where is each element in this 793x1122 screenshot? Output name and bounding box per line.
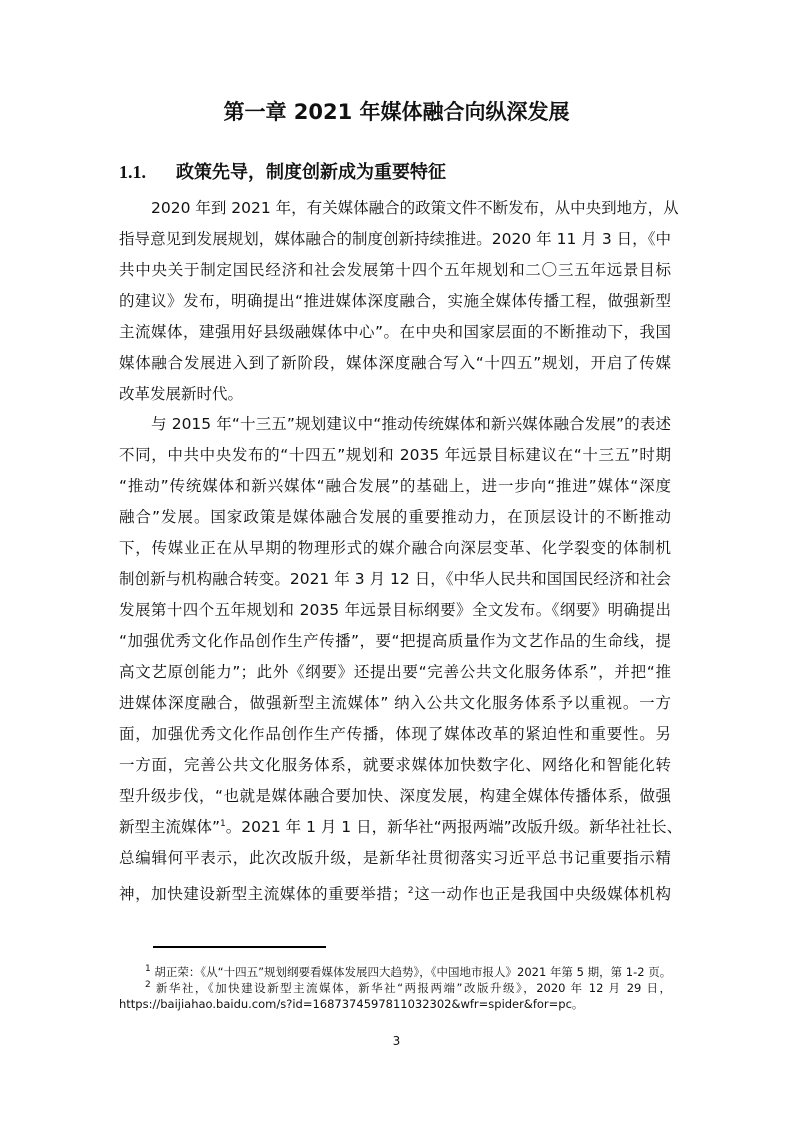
- section-number: 1.1.: [119, 162, 146, 182]
- text-line: 发展第十四个五年规划和 2035 年远景目标纲要》全文发布。《纲要》明确提出: [119, 601, 671, 619]
- text-line: 2020 年到 2021 年，有关媒体融合的政策文件不断发布，从中央到地方，从: [151, 199, 679, 217]
- text-line: 制创新与机构融合转变。2021 年 3 月 12 日，《中华人民共和国国民经济和社会: [119, 570, 671, 588]
- text-line: 媒体融合发展进入到了新阶段，媒体深度融合写入“十四五”规划，开启了传媒: [119, 354, 671, 372]
- footnote-ref-1[interactable]: 1: [220, 818, 226, 829]
- text-line: 改革发展新时代。: [119, 385, 244, 403]
- text-line: “推动”传统媒体和新兴媒体“融合发展”的基础上，进一步向“推进”媒体“深度: [119, 477, 671, 495]
- text-line: 神，加快建设新型主流媒体的重要举措；$^2$这一动作也正是我国中央级媒体机构: [119, 885, 671, 903]
- text-line: 与 2015 年“十三五”规划建议中“推动传统媒体和新兴媒体融合发展”的表述: [151, 415, 671, 433]
- text-line: 的建议》发布，明确提出“推进媒体深度融合，实施全媒体传播工程，做强新型: [119, 292, 671, 310]
- text-line: 共中央关于制定国民经济和社会发展第十四个五年规划和二〇三五年远景目标: [119, 261, 671, 279]
- footnote-2: $^2$ 新华社，《加快建设新型主流媒体，新华社“两报两端”改版升级》，2020 年 12 月 29 日，: [145, 980, 671, 995]
- text-line: 不同，中共中央发布的“十四五”规划和 2035 年远景目标建议在“十三五”时期: [119, 446, 671, 464]
- page-number: 3: [392, 1034, 401, 1048]
- text-line: 型升级步伐，“也就是媒体融合要加快、深度发展，构建全媒体传播体系，做强: [119, 787, 671, 805]
- text-line: 新型主流媒体”$^1$。2021 年 1 月 1 日，新华社“两报两端”改版升级。新华社社长、: [119, 818, 683, 836]
- text-line: 主流媒体，建强用好县级融媒体中心”。在中央和国家层面的不断推动下，我国: [119, 323, 671, 341]
- footnote-separator: [153, 946, 326, 948]
- footnote-1: $^1$ 胡正荣：《从“十四五”规划纲要看媒体发展四大趋势》，《中国地市报人》2021 年第 5 期，第 1-2 页。: [145, 964, 672, 979]
- text-line: 总编辑何平表示，此次改版升级，是新华社贯彻落实习近平总书记重要指示精: [119, 849, 671, 867]
- text-line: 融合”发展。国家政策是媒体融合发展的重要推动力，在顶层设计的不断推动: [119, 508, 671, 526]
- chapter-title: 第一章 2021 年媒体融合向纵深发展: [223, 100, 570, 124]
- section-title: 政策先导，制度创新成为重要特征: [176, 162, 446, 183]
- text-line: 下，传媒业正在从早期的物理形式的媒介融合向深层变革、化学裂变的体制机: [119, 539, 671, 557]
- footnote-2-url[interactable]: https://baijiahao.baidu.com/s?id=1687374597811032302&wfr=spider&for=pc。: [119, 997, 584, 1011]
- text-line: 高文艺原创能力”；此外《纲要》还提出要“完善公共文化服务体系”，并把“推: [119, 663, 671, 681]
- text-line: 一方面，完善公共文化服务体系，就要求媒体加快数字化、网络化和智能化转: [119, 756, 671, 774]
- text-line: 面，加强优秀文化作品创作生产传播，体现了媒体改革的紧迫性和重要性。另: [119, 725, 671, 743]
- text-line: 进媒体深度融合，做强新型主流媒体” 纳入公共文化服务体系予以重视。一方: [119, 694, 671, 712]
- text-line: 指导意见到发展规划，媒体融合的制度创新持续推进。2020 年 11 月 3 日，《中: [119, 230, 671, 248]
- section-heading: [119, 158, 446, 184]
- footnote-ref-2[interactable]: 2: [407, 885, 414, 896]
- text-line: “加强优秀文化作品创作生产传播”，要“把提高质量作为文艺作品的生命线，提: [119, 632, 671, 650]
